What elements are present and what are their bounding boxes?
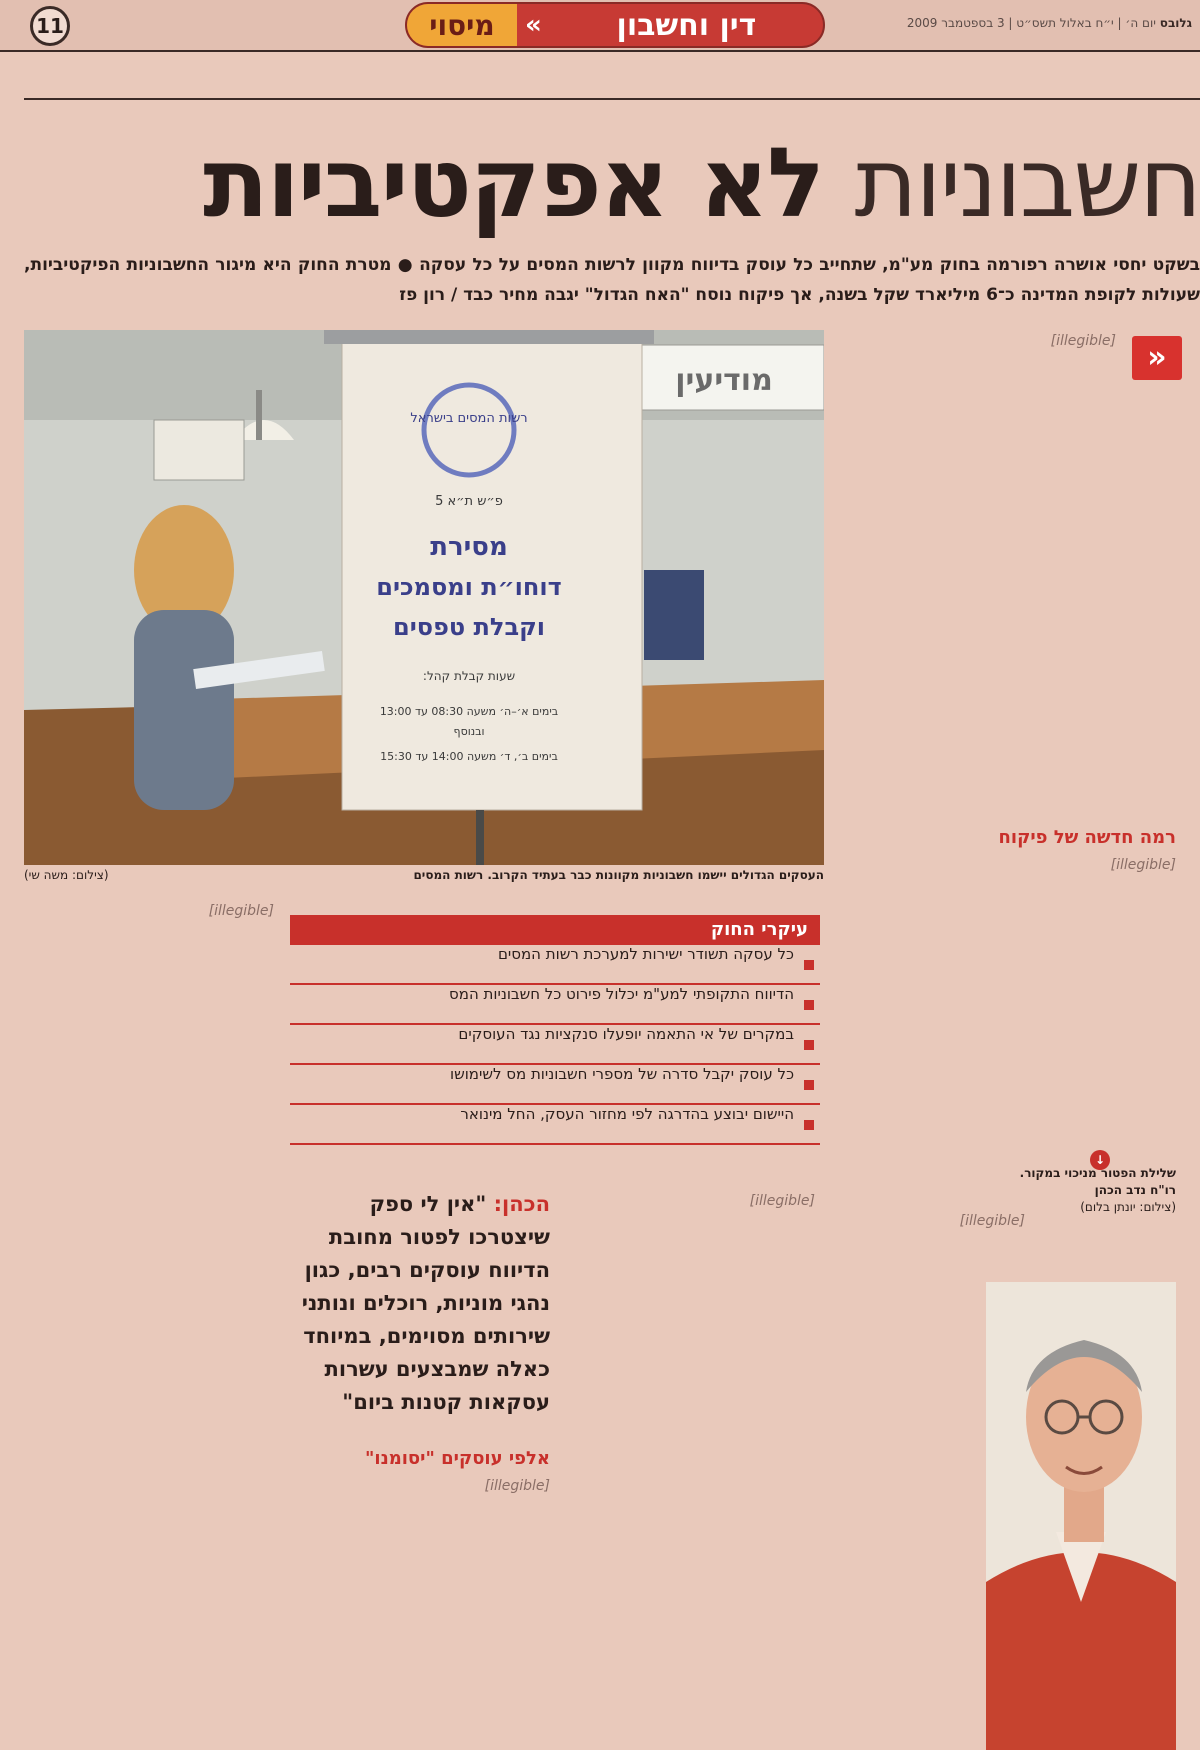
middle-column-a-text: [illegible]: [484, 1478, 550, 1494]
lead-photo: [24, 330, 824, 865]
middle-column-b: [565, 1190, 815, 1216]
section-tax-label: מיסוי: [407, 4, 517, 46]
counter-sign: מודיעין: [675, 363, 773, 398]
key-point: כל עוסק יקבל סדרה של מספרי חשבוניות מס לשימושו: [290, 1065, 820, 1105]
key-point: היישום יבוצע בהדרגה לפי מחזור העסק, החל מינואר: [290, 1105, 820, 1145]
banner-hours-2: ובנוסף: [453, 725, 485, 738]
banner-hours-3: בימים ב׳, ד׳ משעה 14:00 עד 15:30: [380, 750, 558, 763]
right-column: [826, 330, 1176, 880]
folio: [872, 16, 1192, 30]
folio-paper: גלובס: [1159, 16, 1192, 30]
banner-floor: פ״ש ת״א 5: [435, 494, 503, 509]
headline-dark: לא אפקטיביות: [203, 128, 824, 238]
pull-quote-speaker: הכהן:: [493, 1192, 550, 1216]
middle-column-b-text: [illegible]: [749, 1193, 815, 1209]
page-number: 11: [30, 6, 70, 46]
tax-office-illustration: [24, 330, 824, 865]
left-column: [24, 900, 274, 926]
double-chevron-left-icon: «: [1132, 336, 1182, 380]
top-rule: [24, 98, 1200, 100]
middle-column-c: [845, 1210, 1025, 1236]
deck: [24, 250, 1200, 310]
banner-line3: וקבלת טפסים: [393, 613, 545, 641]
key-point: כל עסקה תשודר ישירות למערכת רשות המסים: [290, 945, 820, 985]
key-points-box: [290, 915, 820, 1145]
key-point: במקרים של אי התאמה יופעלו סנקציות נגד העוסקים: [290, 1025, 820, 1065]
arrow-down-circle-icon: ↓: [1090, 1150, 1110, 1170]
key-points-list: [290, 945, 820, 1145]
left-column-subhead: אלפי עוסקים "יסומנו": [365, 1448, 550, 1469]
portrait-caption-name: רו"ח נדב הכהן: [1094, 1183, 1176, 1197]
folio-date: יום ה׳ | י״ח באלול תשס״ט | 3 בספטמבר 2009: [906, 16, 1156, 30]
left-column-text: [illegible]: [208, 903, 274, 919]
byline: רון פז: [399, 285, 446, 305]
banner-org: רשות המסים בישראל: [410, 411, 528, 426]
banner-hours-title: שעות קבלת קהל:: [422, 669, 516, 683]
banner-hours-1: בימים א׳–ה׳ משעה 08:30 עד 13:00: [379, 705, 559, 718]
person-portrait-illustration: [986, 1282, 1176, 1750]
photo-credit: (צילום: משה שי): [24, 868, 109, 882]
photo-caption: [24, 868, 824, 882]
photo-caption-text: העסקים הגדולים יישמו חשבוניות מקוונות כבר בעתיד הקרוב. רשות המסים: [413, 868, 824, 882]
section-law-label: דין וחשבון: [616, 7, 757, 43]
double-chevron-icon: »: [525, 10, 542, 40]
headline: [100, 128, 1200, 238]
middle-column-a: [290, 1440, 550, 1501]
pull-quote-text: "אין לי ספק שיצטרכו לפטור מחובת הדיווח עוסקים רבים, כגון נהגי מוניות, רוכלים ונותני שירותים מסוימים, במיוחד כאלה שמבצעים עשרות עסקאות קטנות ביום": [301, 1192, 550, 1414]
headline-light: חשבוניות: [854, 128, 1200, 238]
banner-line2: דוחו״ת ומסמכים: [376, 573, 562, 601]
portrait-photo: [986, 1282, 1176, 1750]
banner-line1: מסירת: [430, 532, 508, 562]
portrait-caption-credit: (צילום: יונתן בלום): [1080, 1200, 1176, 1214]
deck-text: בשקט יחסי אושרה רפורמה בחוק מע"מ, שתחייב כל עוסק בדיווח מקוון לרשות המסים על כל עסקה ● מטרת החוק היא מיגור החשבוניות הפיקטיביות, שעולות לקופת המדינה כ־6 מיליארד שקל בשנה, אך פיקוח נוסח "האח הגדול" יגבה מחיר כבד /: [24, 255, 1200, 305]
key-points-title: עיקרי החוק: [290, 915, 820, 945]
right-column-text-1: [illegible]: [1050, 333, 1116, 349]
portrait-caption: [1016, 1165, 1176, 1216]
section-banner: [405, 2, 825, 48]
right-column-subhead: רמה חדשה של פיקוח: [998, 827, 1176, 848]
key-point: הדיווח התקופתי למע"מ יכלול פירוט כל חשבוניות המס: [290, 985, 820, 1025]
pull-quote: [290, 1188, 550, 1419]
middle-column-c-text: [illegible]: [959, 1213, 1025, 1229]
right-column-text-2: [illegible]: [1110, 857, 1176, 873]
portrait-caption-title: שלילת הפטור מניכוי במקור.: [1019, 1166, 1176, 1180]
